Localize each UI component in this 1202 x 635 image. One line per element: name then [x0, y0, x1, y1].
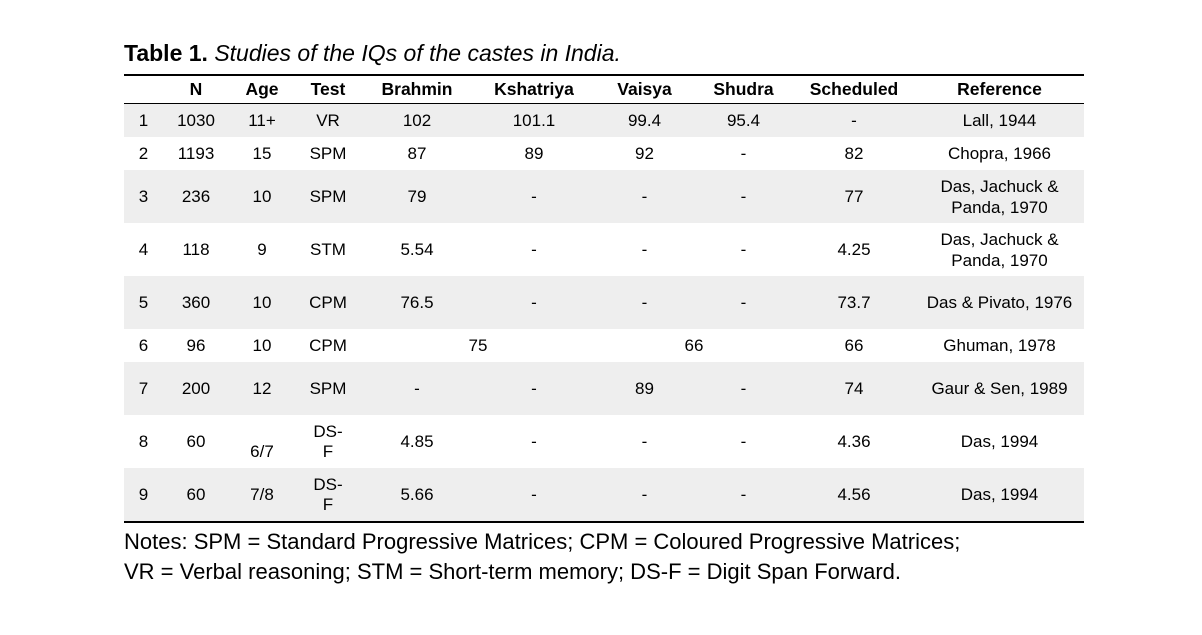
cell-shudra: -	[740, 143, 747, 163]
cell-kshatriya: -	[531, 239, 537, 259]
column-header-kshatriya: Kshatriya	[473, 75, 595, 104]
notes-line-1: Notes: SPM = Standard Progressive Matrices; CPM = Coloured Progressive Matrices;	[124, 529, 961, 554]
cell-age: 15	[252, 143, 272, 163]
column-header-shudra: Shudra	[694, 75, 793, 104]
row-index: 4	[138, 239, 149, 259]
column-header-scheduled: Scheduled	[793, 75, 915, 104]
table-row	[124, 137, 1084, 170]
row-index: 6	[138, 335, 149, 355]
table-row	[124, 223, 1084, 276]
cell-vaisya: -	[595, 276, 694, 329]
cell-test: SPM	[295, 170, 361, 223]
cell-kshatriya: 101.1	[473, 104, 595, 138]
table-caption	[124, 38, 1084, 68]
column-header-reference: Reference	[915, 75, 1084, 104]
column-header-test: Test	[295, 75, 361, 104]
row-index: 7	[124, 362, 163, 415]
cell-age: 11+	[229, 104, 295, 138]
cell-test: CPM	[309, 335, 347, 355]
cell-scheduled: 66	[844, 335, 864, 355]
cell-shudra: -	[694, 170, 793, 223]
cell-reference: Das, 1994	[915, 468, 1084, 521]
cell-kshatriya: -	[473, 362, 595, 415]
cell-n: 200	[163, 362, 229, 415]
table-row	[124, 170, 1084, 223]
row-index: 2	[138, 143, 149, 163]
cell-reference: Das & Pivato, 1976	[915, 276, 1084, 329]
cell-vaisya: 89	[595, 362, 694, 415]
cell-reference: Lall, 1944	[915, 104, 1084, 138]
table-row	[124, 362, 1084, 415]
cell-vaisya: -	[641, 431, 648, 451]
table-header-row	[124, 75, 1084, 104]
cell-test: STM	[310, 239, 346, 259]
column-header-n: N	[163, 75, 229, 104]
row-index: 1	[124, 104, 163, 138]
column-header-age: Age	[229, 75, 295, 104]
cell-shudra: -	[740, 239, 747, 259]
cell-kshatriya: -	[473, 276, 595, 329]
cell-n: 60	[186, 431, 206, 451]
cell-n: 360	[163, 276, 229, 329]
cell-vaisya: -	[595, 468, 694, 521]
cell-scheduled: 74	[793, 362, 915, 415]
cell-age	[229, 415, 295, 468]
row-index: 3	[124, 170, 163, 223]
cell-kshatriya: -	[531, 431, 537, 451]
cell-scheduled: 73.7	[793, 276, 915, 329]
cell-brahmin: 102	[361, 104, 473, 138]
cell-scheduled: 82	[844, 143, 864, 163]
notes-line-2: VR = Verbal reasoning; STM = Short-term memory; DS-F = Digit Span Forward.	[124, 559, 901, 584]
cell-n: 236	[163, 170, 229, 223]
table-body	[124, 104, 1084, 522]
cell-shudra: -	[694, 468, 793, 521]
cell-vaisya: 99.4	[595, 104, 694, 138]
cell-brahmin: -	[361, 362, 473, 415]
cell-test: VR	[295, 104, 361, 138]
table-row	[124, 415, 1084, 468]
castes-iq-table	[124, 74, 1084, 521]
cell-test: DS- F	[295, 468, 361, 521]
cell-age: 12	[229, 362, 295, 415]
cell-scheduled: 4.36	[837, 431, 871, 451]
cell-age: 10	[252, 335, 272, 355]
cell-reference: Das, Jachuck & Panda, 1970	[940, 229, 1059, 270]
cell-brahmin: 4.85	[400, 431, 434, 451]
cell-scheduled: 77	[793, 170, 915, 223]
column-header-brahmin: Brahmin	[361, 75, 473, 104]
cell-test: SPM	[295, 362, 361, 415]
cell-vaisya: -	[641, 239, 648, 259]
cell-test: SPM	[309, 143, 347, 163]
cell-kshatriya: -	[473, 170, 595, 223]
cell-vaisya: 92	[635, 143, 654, 163]
cell-n: 96	[186, 335, 206, 355]
cell-vaisya: -	[595, 170, 694, 223]
row-index: 8	[138, 431, 149, 451]
column-header-vaisya: Vaisya	[595, 75, 694, 104]
cell-age: 7/8	[229, 468, 295, 521]
table-container	[124, 38, 1084, 587]
row-index: 9	[124, 468, 163, 521]
table-head	[124, 75, 1084, 104]
cell-n: 1193	[177, 143, 215, 163]
caption-label: Table 1.	[124, 40, 208, 66]
caption-text: Studies of the IQs of the castes in India.	[214, 40, 621, 66]
cell-brahmin: 5.66	[361, 468, 473, 521]
table-notes	[124, 521, 1084, 587]
cell-reference: Ghuman, 1978	[943, 336, 1056, 355]
cell-age: 9	[257, 239, 267, 259]
cell-n: 60	[163, 468, 229, 521]
cell-n: 118	[182, 239, 210, 259]
cell-shudra: -	[694, 276, 793, 329]
cell-n: 1030	[163, 104, 229, 138]
cell-age: 10	[229, 276, 295, 329]
cell-shudra: -	[694, 362, 793, 415]
table-row	[124, 104, 1084, 138]
cell-shudra: -	[740, 431, 747, 451]
cell-reference: Das, 1994	[960, 432, 1039, 451]
cell-brahmin: 79	[361, 170, 473, 223]
column-header-index	[124, 75, 163, 104]
cell-reference: Gaur & Sen, 1989	[915, 362, 1084, 415]
cell-brahmin-kshatriya-merged: 75	[468, 335, 488, 355]
table-row	[124, 468, 1084, 521]
cell-kshatriya: -	[473, 468, 595, 521]
cell-age-text: 6/7	[250, 441, 274, 461]
cell-kshatriya: 89	[524, 143, 544, 163]
cell-shudra: 95.4	[694, 104, 793, 138]
cell-test: CPM	[295, 276, 361, 329]
cell-brahmin: 5.54	[400, 239, 434, 259]
cell-scheduled: 4.25	[837, 239, 871, 259]
cell-reference: Das, Jachuck & Panda, 1970	[915, 170, 1084, 223]
cell-brahmin: 87	[407, 143, 427, 163]
table-row	[124, 276, 1084, 329]
cell-age: 10	[229, 170, 295, 223]
cell-brahmin: 76.5	[361, 276, 473, 329]
table-row	[124, 329, 1084, 362]
cell-vaisya-shudra-merged: 66	[684, 335, 704, 355]
cell-scheduled: 4.56	[793, 468, 915, 521]
cell-test: DS- F	[313, 421, 343, 461]
cell-scheduled: -	[793, 104, 915, 138]
row-index: 5	[124, 276, 163, 329]
cell-reference: Chopra, 1966	[947, 144, 1052, 163]
